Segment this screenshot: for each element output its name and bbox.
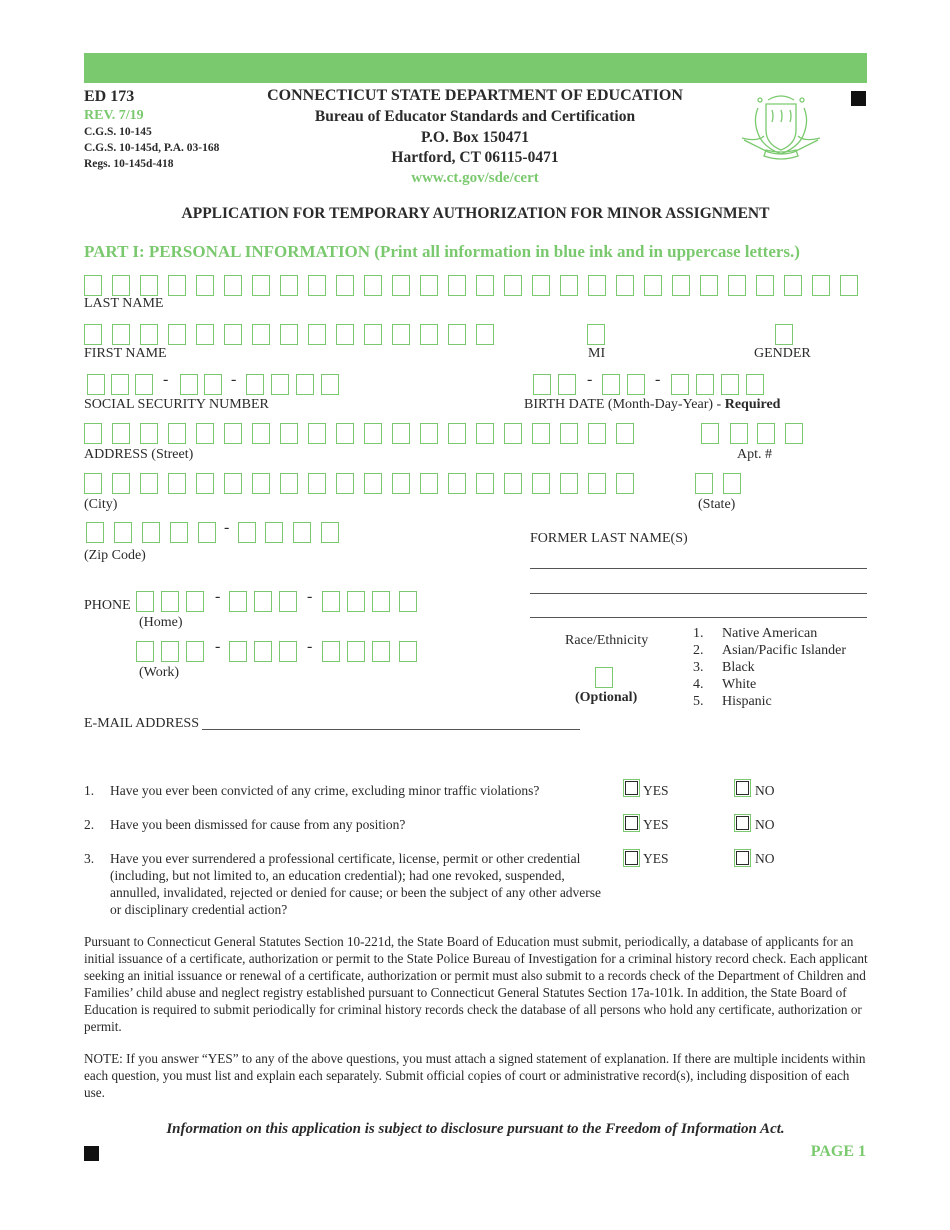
cgs-ref-2: C.G.S. 10-145d, P.A. 03-168 — [84, 142, 220, 154]
question-number: 3. — [84, 851, 95, 866]
state-seal-icon — [738, 92, 824, 166]
ssn-dash-1: - — [163, 371, 169, 388]
race-option-label: Hispanic — [722, 694, 772, 709]
email-input[interactable] — [202, 729, 580, 730]
race-option-num: 3. — [693, 660, 704, 675]
ssn-label: SOCIAL SECURITY NUMBER — [84, 397, 269, 412]
question-2-no-checkbox[interactable] — [736, 816, 749, 830]
home-phone-dash-1: - — [215, 588, 221, 605]
no-label: NO — [755, 851, 775, 866]
work-phone-dash-1: - — [215, 638, 221, 655]
work-label: (Work) — [139, 665, 180, 680]
cgs-ref-1: C.G.S. 10-145 — [84, 126, 152, 138]
note-paragraph: NOTE: If you answer “YES” to any of the above questions, you must attach a signed statement of explanation. If there are multiple incidents within each question, you must list and explain each separately. Submit official copies of court or administrative record(s), including disposition of each use. — [84, 1051, 866, 1100]
gender-input[interactable] — [775, 324, 793, 345]
birth-date-label: BIRTH DATE (Month-Day-Year) - Required — [524, 397, 781, 412]
apt-label: Apt. # — [737, 447, 772, 462]
race-option-num: 4. — [693, 677, 704, 692]
yes-label: YES — [643, 851, 669, 866]
race-option-num: 2. — [693, 643, 704, 658]
last-name-label: LAST NAME — [84, 296, 164, 311]
address-label: ADDRESS (Street) — [84, 447, 194, 462]
header-bar — [84, 53, 867, 83]
bureau-name: Bureau of Educator Standards and Certification — [314, 108, 636, 125]
race-input[interactable] — [595, 667, 613, 688]
regs-ref: Regs. 10-145d-418 — [84, 158, 174, 170]
first-name-label: FIRST NAME — [84, 346, 167, 361]
race-option-num: 1. — [693, 626, 704, 641]
yes-label: YES — [643, 783, 669, 798]
question-2-yes-checkbox[interactable] — [625, 816, 638, 830]
website-link[interactable]: www.ct.gov/sde/cert — [411, 170, 539, 186]
registration-mark — [851, 91, 866, 106]
form-title: APPLICATION FOR TEMPORARY AUTHORIZATION FOR MINOR ASSIGNMENT — [181, 205, 770, 222]
birth-dash-2: - — [655, 371, 661, 388]
former-last-name-line-3[interactable] — [530, 617, 867, 618]
race-label: Race/Ethnicity — [565, 633, 649, 648]
zip-label: (Zip Code) — [84, 548, 146, 563]
former-last-name-label: FORMER LAST NAME(S) — [530, 531, 688, 546]
work-phone-dash-2: - — [307, 638, 313, 655]
race-option-label: Black — [722, 660, 755, 675]
page-number: PAGE 1 — [810, 1143, 866, 1160]
city-label: (City) — [84, 497, 118, 512]
question-3-yes-checkbox[interactable] — [625, 851, 638, 865]
question-text: Have you ever been convicted of any crime, excluding minor traffic violations? — [110, 783, 540, 798]
department-name: CONNECTICUT STATE DEPARTMENT OF EDUCATION — [267, 87, 683, 104]
registration-mark — [84, 1146, 99, 1161]
gender-label: GENDER — [754, 346, 811, 361]
revision: REV. 7/19 — [84, 108, 144, 123]
mi-label: MI — [588, 346, 606, 361]
mi-input[interactable] — [587, 324, 605, 345]
birth-dash-1: - — [587, 371, 593, 388]
question-1-yes-checkbox[interactable] — [625, 781, 638, 795]
no-label: NO — [755, 783, 775, 798]
phone-label: PHONE — [84, 598, 131, 613]
no-label: NO — [755, 817, 775, 832]
yes-label: YES — [643, 817, 669, 832]
race-option-label: Asian/Pacific Islander — [722, 643, 847, 658]
race-option-label: White — [722, 677, 757, 692]
city-address: Hartford, CT 06115-0471 — [391, 149, 559, 166]
home-label: (Home) — [139, 615, 183, 630]
question-text: Have you ever surrendered a professional certificate, license, permit or other credential (including, but not limited to, an education credential); had one revoked, suspended, annulled, invalidated, rejected or denied for cause; or been the subject of any other adverse or disciplinary credential action? — [110, 851, 602, 917]
question-1-no-checkbox[interactable] — [736, 781, 749, 795]
optional-label: (Optional) — [575, 690, 638, 705]
required-label: Required — [724, 397, 781, 412]
race-option-label: Native American — [722, 626, 818, 641]
part1-heading: PART I: PERSONAL INFORMATION (Print all information in blue ink and in uppercase letters.) — [84, 242, 800, 261]
po-box: P.O. Box 150471 — [421, 129, 529, 146]
home-phone-dash-2: - — [307, 588, 313, 605]
statute-paragraph: Pursuant to Connecticut General Statutes Section 10-221d, the State Board of Education must submit, periodically, a database of applicants for an initial issuance of a certificate, authorization or permit to the State Police Bureau of Investigation for a criminal history record check. Each applicant seeking an initial issuance or renewal of a certificate, authorization or permit must also submit to a records check of the Department of Children and Families’ child abuse and neglect registry established pursuant to Connecticut General Statutes Section 17a-101k. In addition, the State Board of Education is required to submit periodically for criminal history records check the database of all persons who hold any certificate, authorization or permit. — [84, 934, 868, 1034]
question-text: Have you been dismissed for cause from any position? — [110, 817, 406, 832]
state-label: (State) — [698, 497, 736, 512]
question-3-no-checkbox[interactable] — [736, 851, 749, 865]
former-last-name-line-2[interactable] — [530, 593, 867, 594]
foi-notice: Information on this application is subject to disclosure pursuant to the Freedom of Information Act. — [166, 1121, 785, 1137]
former-last-name-line-1[interactable] — [530, 568, 867, 569]
question-number: 1. — [84, 783, 95, 798]
question-number: 2. — [84, 817, 95, 832]
zip-dash: - — [224, 519, 230, 536]
email-label: E-MAIL ADDRESS — [84, 716, 199, 731]
race-option-num: 5. — [693, 694, 704, 709]
ssn-dash-2: - — [231, 371, 237, 388]
form-number: ED 173 — [84, 88, 135, 105]
